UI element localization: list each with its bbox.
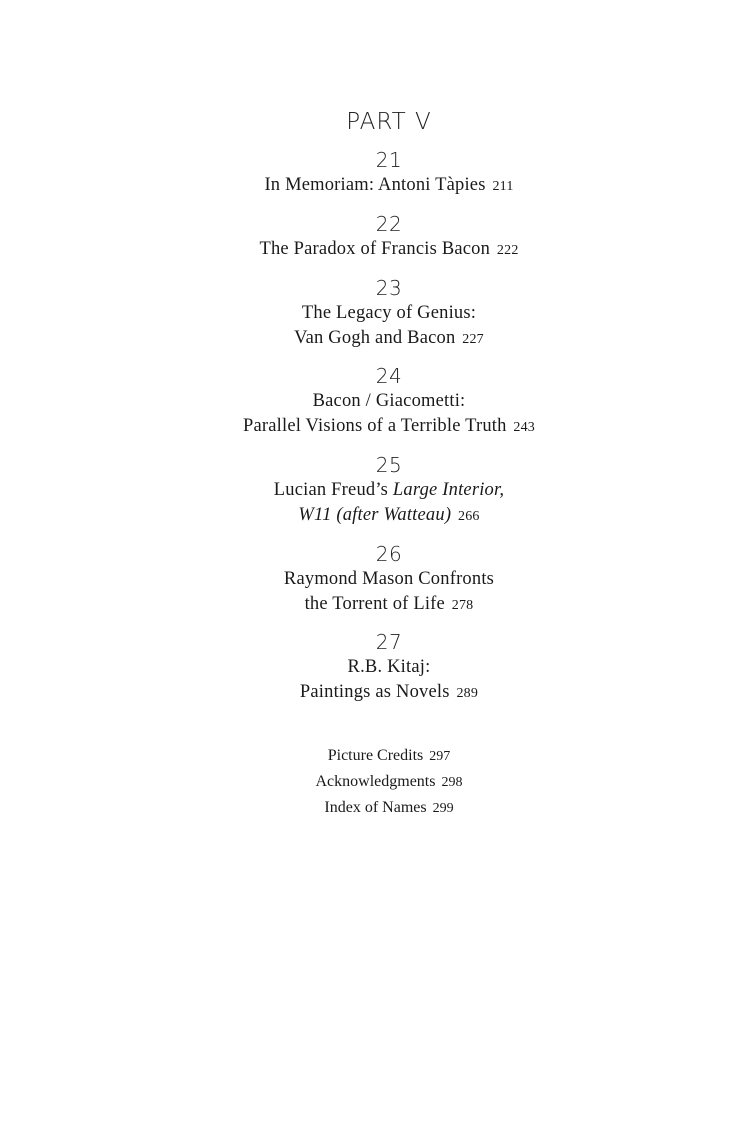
back-matter-page-number: 299 bbox=[432, 801, 454, 816]
back-matter-list bbox=[0, 743, 750, 821]
part-title: PART V bbox=[346, 109, 432, 135]
chapter-title bbox=[0, 301, 750, 352]
chapter-title-line: The Legacy of Genius: bbox=[301, 303, 477, 323]
back-matter-item-index-of-names[interactable] bbox=[0, 795, 750, 821]
chapter-title-line: Van Gogh and Bacon bbox=[294, 328, 456, 348]
chapter-page-number: 227 bbox=[462, 332, 484, 347]
chapter-entry-21[interactable] bbox=[0, 147, 750, 199]
chapter-page-number: 289 bbox=[456, 686, 479, 701]
chapter-title-line: In Memoriam: Antoni Tàpies bbox=[264, 175, 486, 195]
chapter-title bbox=[0, 389, 750, 440]
chapter-page-number: 211 bbox=[492, 179, 514, 194]
back-matter-label: Index of Names bbox=[324, 799, 427, 816]
chapter-title-line: Parallel Visions of a Terrible Truth bbox=[242, 416, 507, 436]
chapter-title bbox=[0, 655, 750, 706]
chapter-number: 23 bbox=[375, 276, 403, 300]
chapter-entry-24[interactable] bbox=[0, 363, 750, 440]
back-matter-page-number: 298 bbox=[441, 775, 463, 790]
chapter-title-line: Lucian Freud’s bbox=[273, 480, 389, 500]
chapter-entry-26[interactable] bbox=[0, 541, 750, 618]
chapter-title-italic: Large Interior, bbox=[392, 480, 505, 500]
back-matter-item-acknowledgments[interactable] bbox=[0, 769, 750, 795]
back-matter-item-picture-credits[interactable] bbox=[0, 743, 750, 769]
chapter-entry-25[interactable] bbox=[0, 452, 750, 529]
chapter-title-italic: W11 (after Watteau) bbox=[298, 505, 452, 525]
chapter-page-number: 278 bbox=[451, 598, 474, 613]
chapter-title-line: The Paradox of Francis Bacon bbox=[259, 239, 491, 259]
chapter-title-line: the Torrent of Life bbox=[304, 594, 445, 614]
back-matter-label: Acknowledgments bbox=[315, 773, 436, 790]
back-matter-page-number: 297 bbox=[429, 749, 451, 764]
chapter-title-line: Raymond Mason Confronts bbox=[283, 569, 495, 589]
chapter-number: 24 bbox=[375, 364, 403, 388]
chapter-page-number: 222 bbox=[496, 243, 519, 258]
chapter-title bbox=[0, 173, 750, 199]
chapter-page-number: 266 bbox=[458, 509, 480, 524]
chapter-entry-23[interactable] bbox=[0, 275, 750, 352]
chapter-title-line: R.B. Kitaj: bbox=[347, 657, 431, 677]
chapter-title bbox=[0, 567, 750, 618]
chapter-page-number: 243 bbox=[513, 420, 536, 435]
chapter-number: 22 bbox=[375, 212, 403, 236]
chapter-number: 25 bbox=[375, 453, 403, 477]
chapter-number: 21 bbox=[375, 148, 403, 172]
chapter-entry-27[interactable] bbox=[0, 629, 750, 706]
chapter-title-line: Bacon / Giacometti: bbox=[312, 391, 466, 411]
chapter-title bbox=[0, 478, 750, 529]
chapter-number: 26 bbox=[375, 542, 403, 566]
back-matter-label: Picture Credits bbox=[327, 747, 424, 764]
chapter-title bbox=[0, 237, 750, 263]
chapter-entry-22[interactable] bbox=[0, 211, 750, 263]
chapter-title-line: Paintings as Novels bbox=[299, 682, 450, 702]
chapter-number: 27 bbox=[375, 630, 403, 654]
